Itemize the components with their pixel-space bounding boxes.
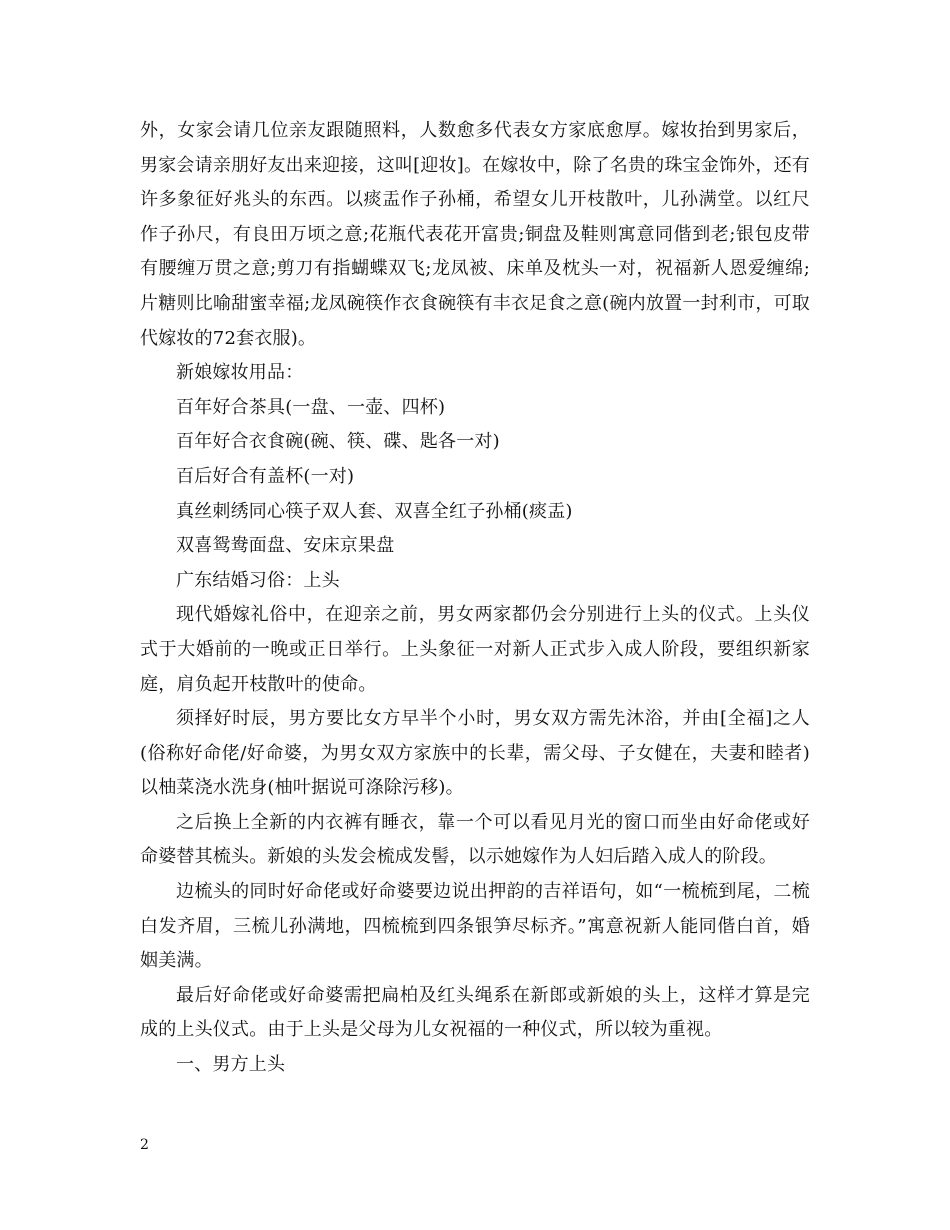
body-text [140, 114, 810, 1083]
paragraph: 之后换上全新的内衣裤有睡衣，靠一个可以看见月光的窗口而坐由好命佬或好命婆替其梳头。新娘的头发会梳成发髻，以示她嫁作为人妇后踏入成人的阶段。 [140, 811, 810, 868]
section-heading: 广东结婚习俗：上头 [176, 569, 340, 591]
paragraph: 外，女家会请几位亲友跟随照料，人数愈多代表女方家底愈厚。嫁妆抬到男家后，男家会请亲朋好友出来迎接，这叫[迎妆]。在嫁妆中，除了名贵的珠宝金饰外，还有许多象征好兆头的东西。以痰盂作子孙桶，希望女儿开枝散叶，儿孙满堂。以红尺作子孙尺，有良田万顷之意;花瓶代表花开富贵;铜盘及鞋则寓意同偕到老;银包皮带有腰缠万贯之意;剪刀有指蝴蝶双飞;龙凤被、床单及枕头一对，祝福新人恩爱缠绵;片糖则比喻甜蜜幸福;龙凤碗筷作衣食碗筷有丰衣足食之意(碗内放置一封利市，可取代嫁妆的72套衣服)。 [140, 120, 810, 349]
list-item: 双喜鸳鸯面盘、安床京果盘 [176, 535, 395, 557]
list-item: 真丝刺绣同心筷子双人套、双喜全红子孙桶(痰盂) [176, 500, 573, 522]
paragraph: 边梳头的同时好命佬或好命婆要边说出押韵的吉祥语句，如“一梳梳到尾，二梳白发齐眉，三梳儿孙满地，四梳梳到四条银笋尽标齐。”寓意祝新人能同偕白首，婚姻美满。 [140, 881, 810, 972]
section-heading: 一、男方上头 [176, 1054, 286, 1076]
page-number: 2 [140, 1137, 149, 1153]
paragraph: 须择好时辰，男方要比女方早半个小时，男女双方需先沐浴，并由[全福]之人(俗称好命佬/好命婆，为男女双方家族中的长辈，需父母、子女健在，夫妻和睦者)以柚菜浇水洗身(柚叶据说可涤除污移)。 [140, 708, 810, 799]
paragraph: 最后好命佬或好命婆需把扁柏及红头绳系在新郎或新娘的头上，这样才算是完成的上头仪式。由于上头是父母为儿女祝福的一种仪式，所以较为重视。 [140, 984, 810, 1041]
paragraph: 新娘嫁妆用品： [176, 362, 304, 384]
paragraph: 现代婚嫁礼俗中，在迎亲之前，男女两家都仍会分别进行上头的仪式。上头仪式于大婚前的一晚或正日举行。上头象征一对新人正式步入成人阶段，要组织新家庭，肩负起开枝散叶的使命。 [140, 604, 810, 695]
list-item: 百年好合茶具(一盘、一壶、四杯) [176, 396, 446, 418]
list-item: 百后好合有盖杯(一对) [176, 465, 355, 487]
list-item: 百年好合衣食碗(碗、筷、碟、匙各一对) [176, 431, 500, 453]
